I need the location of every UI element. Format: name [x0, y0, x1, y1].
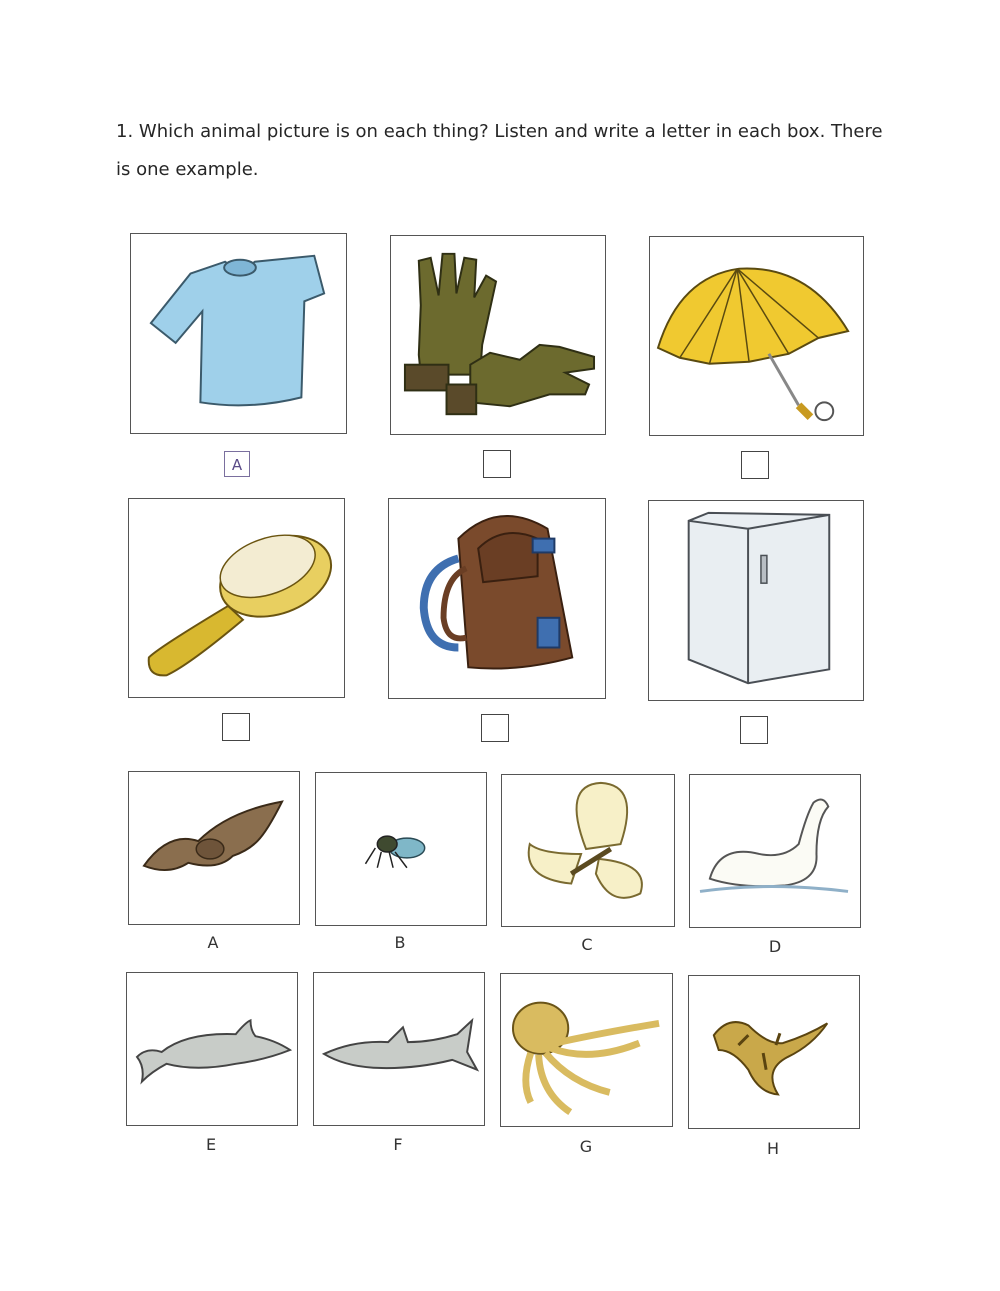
answer-box-umbrella[interactable] [741, 451, 769, 479]
animal-card-dolphin [126, 972, 298, 1126]
answer-box-fridge[interactable] [740, 716, 768, 744]
butterfly-picture [502, 775, 674, 926]
thing-card-tshirt [130, 233, 347, 434]
animal-card-bat [128, 771, 300, 925]
tshirt-picture [131, 234, 346, 433]
fly-picture [316, 773, 486, 925]
answer-box-backpack[interactable] [481, 714, 509, 742]
animal-letter-c: C [581, 935, 593, 954]
answer-box-hairbrush[interactable] [222, 713, 250, 741]
animal-letter-d: D [768, 937, 782, 956]
animal-card-fly [315, 772, 487, 926]
animal-letter-f: F [393, 1135, 403, 1154]
dolphin-picture [127, 973, 297, 1125]
thing-card-fridge [648, 500, 864, 701]
animal-letter-b: B [394, 933, 406, 952]
answer-box-gloves[interactable] [483, 450, 511, 478]
thing-card-backpack [388, 498, 606, 699]
animal-card-octopus [500, 973, 673, 1127]
thing-card-gloves [390, 235, 606, 435]
animal-letter-a: A [207, 933, 219, 952]
umbrella-picture [650, 237, 863, 435]
bat-picture [129, 772, 299, 924]
thing-card-umbrella [649, 236, 864, 436]
swan-picture [690, 775, 860, 927]
lizard-picture [689, 976, 859, 1128]
fridge-picture [649, 501, 863, 700]
gloves-picture [391, 236, 605, 434]
animal-card-butterfly [501, 774, 675, 927]
animal-letter-h: H [766, 1139, 780, 1158]
answer-box-tshirt[interactable]: A [224, 451, 250, 477]
animal-card-lizard [688, 975, 860, 1129]
animal-letter-g: G [579, 1137, 593, 1156]
hairbrush-picture [129, 499, 344, 697]
animal-card-shark [313, 972, 485, 1126]
octopus-picture [501, 974, 672, 1126]
instruction-text: 1. Which animal picture is on each thing? Listen and write a letter in each box. There is one example. [116, 121, 883, 180]
shark-picture [314, 973, 484, 1125]
animal-letter-e: E [205, 1135, 217, 1154]
backpack-picture [389, 499, 605, 698]
thing-card-hairbrush [128, 498, 345, 698]
animal-card-swan [689, 774, 861, 928]
